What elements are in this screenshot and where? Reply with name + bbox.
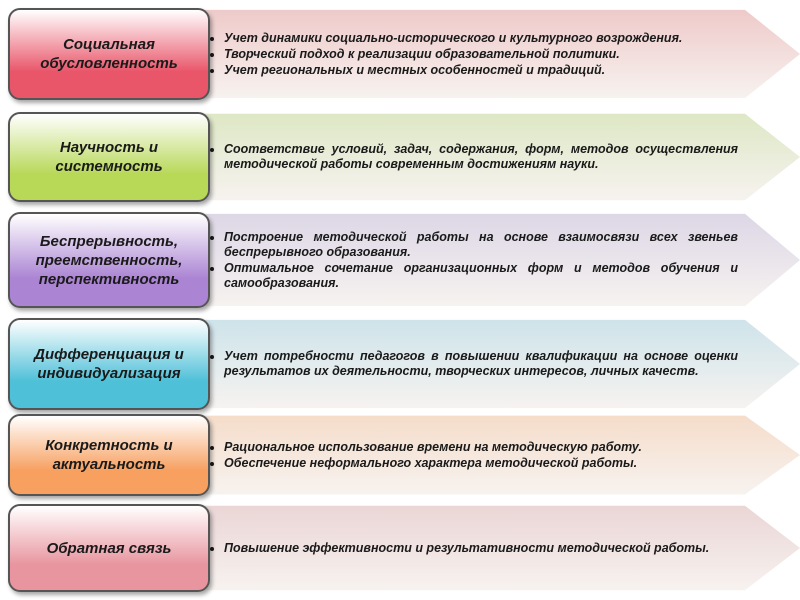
principle-label: Беспрерывность, преемственность, перспективность (35, 232, 183, 288)
principle-label: Конкретность и актуальность (45, 437, 173, 473)
principle-row (0, 318, 800, 410)
bullet-item: • Учет динамики социально-исторического и культурного возрождения. (224, 31, 738, 46)
principle-description (208, 318, 738, 410)
bullet-item: • Творческий подход к реализации образовательной политики. (224, 47, 738, 62)
bullet-item: • Соответствие условий, задач, содержания, форм, методов осуществления методической работы современным достижениям науки. (224, 142, 738, 172)
principle-label: Обратная связь (46, 539, 172, 557)
bullet-item: • Оптимальное сочетание организационных форм и методов обучения и самообразования. (224, 261, 738, 291)
bullet-item: • Повышение эффективности и результативности методической работы. (224, 541, 738, 556)
principle-row (0, 504, 800, 592)
bullet-list (208, 540, 738, 557)
bullet-item: • Учет региональных и местных особенностей и традиций. (224, 63, 738, 78)
principle-label: Научность и системность (55, 139, 163, 175)
principle-label-box (8, 8, 210, 100)
principle-label-box (8, 212, 210, 308)
principle-label-box (8, 414, 210, 496)
principle-description (208, 212, 738, 308)
principle-label-box (8, 112, 210, 202)
bullet-list (208, 439, 738, 472)
principle-description (208, 504, 738, 592)
bullet-list (208, 348, 738, 380)
bullet-item: • Рациональное использование времени на методическую работу. (224, 440, 738, 455)
bullet-list (208, 229, 738, 292)
principle-label-box (8, 504, 210, 592)
principle-row (0, 414, 800, 496)
principle-description (208, 414, 738, 496)
principle-description (208, 112, 738, 202)
principle-label: Социальная обусловленность (40, 36, 178, 72)
bullet-item: • Учет потребности педагогов в повышении квалификации на основе оценки результатов их деятельности, творческих интересов, личных качеств. (224, 349, 738, 379)
bullet-list (208, 30, 738, 79)
bullet-list (208, 141, 738, 173)
principle-row (0, 212, 800, 308)
principle-label-box (8, 318, 210, 410)
principle-label: Дифференциация и индивидуализация (34, 346, 184, 382)
principle-row (0, 8, 800, 100)
bullet-item: • Построение методической работы на основе взаимосвязи всех звеньев беспрерывного образования. (224, 230, 738, 260)
principle-row (0, 112, 800, 202)
principle-description (208, 8, 738, 100)
bullet-item: • Обеспечение неформального характера методической работы. (224, 456, 738, 471)
